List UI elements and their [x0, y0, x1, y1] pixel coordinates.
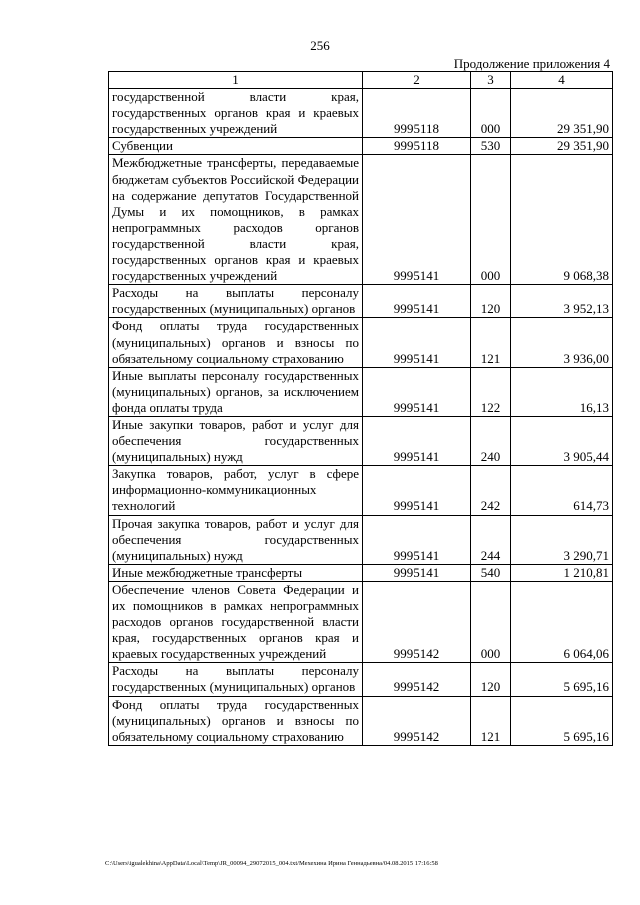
row-amount: 5 695,16: [511, 663, 613, 696]
table-row: [109, 285, 613, 318]
row-amount: 5 695,16: [511, 696, 613, 745]
row-description: Фонд оплаты труда государственных (муниципальных) органов и взносы по обязательному социальному страхованию: [109, 696, 363, 745]
row-description: Межбюджетные трансферты, передаваемые бюджетам субъектов Российской Федерации на содержание депутатов Государственной Думы и их помощников, в рамках непрограммных расходов органов государственной власти края, государственных органов края и краевых государственных учреждений: [109, 155, 363, 285]
row-amount: 29 351,90: [511, 138, 613, 155]
row-description: Иные межбюджетные трансферты: [109, 564, 363, 581]
row-amount: 6 064,06: [511, 581, 613, 662]
row-amount: 3 952,13: [511, 285, 613, 318]
row-description: Обеспечение членов Совета Федерации и их помощников в рамках непрограммных расходов органов государственной власти края, государственных органов края и краевых государственных учреждений: [109, 581, 363, 662]
row-amount: 29 351,90: [511, 89, 613, 138]
row-description: Иные закупки товаров, работ и услуг для обеспечения государственных (муниципальных) нужд: [109, 416, 363, 465]
budget-table: [108, 71, 613, 746]
row-target-code: 9995141: [363, 564, 471, 581]
footer-file-path: C:\Users\igualekhina\AppData\Local\Temp\JR_00094_29072015_004.txt/Мехехина Ирина Геннадьевна/04.08.2015 17:16:58: [105, 860, 438, 867]
row-target-code: 9995141: [363, 466, 471, 515]
table-row: [109, 663, 613, 696]
page-number: 256: [310, 38, 330, 53]
row-expense-type: 000: [471, 89, 511, 138]
row-expense-type: 120: [471, 285, 511, 318]
row-expense-type: 540: [471, 564, 511, 581]
column-header: 4: [511, 72, 613, 89]
column-header: 3: [471, 72, 511, 89]
row-target-code: 9995141: [363, 416, 471, 465]
table-row: [109, 515, 613, 564]
row-target-code: 9995141: [363, 515, 471, 564]
row-amount: 614,73: [511, 466, 613, 515]
table-header-row: [109, 72, 613, 89]
row-target-code: 9995141: [363, 155, 471, 285]
row-target-code: 9995118: [363, 138, 471, 155]
table-row: [109, 416, 613, 465]
row-expense-type: 000: [471, 155, 511, 285]
row-target-code: 9995141: [363, 318, 471, 367]
row-expense-type: 240: [471, 416, 511, 465]
row-amount: 3 290,71: [511, 515, 613, 564]
row-description: Иные выплаты персоналу государственных (муниципальных) органов, за исключением фонда оплаты труда: [109, 367, 363, 416]
table-row: [109, 89, 613, 138]
row-amount: 9 068,38: [511, 155, 613, 285]
row-amount: 3 936,00: [511, 318, 613, 367]
table-row: [109, 696, 613, 745]
row-expense-type: 530: [471, 138, 511, 155]
row-description: Субвенции: [109, 138, 363, 155]
row-description: Расходы на выплаты персоналу государственных (муниципальных) органов: [109, 285, 363, 318]
table-row: [109, 318, 613, 367]
table-row: [109, 466, 613, 515]
row-description: Расходы на выплаты персоналу государственных (муниципальных) органов: [109, 663, 363, 696]
table-row: [109, 138, 613, 155]
row-expense-type: 000: [471, 581, 511, 662]
row-description: Закупка товаров, работ, услуг в сфере информационно-коммуникационных технологий: [109, 466, 363, 515]
table-row: [109, 367, 613, 416]
row-amount: 3 905,44: [511, 416, 613, 465]
table-row: [109, 564, 613, 581]
row-target-code: 9995141: [363, 285, 471, 318]
row-description: Прочая закупка товаров, работ и услуг для обеспечения государственных (муниципальных) нужд: [109, 515, 363, 564]
column-header: 1: [109, 72, 363, 89]
row-description: Фонд оплаты труда государственных (муниципальных) органов и взносы по обязательному социальному страхованию: [109, 318, 363, 367]
row-expense-type: 122: [471, 367, 511, 416]
continuation-note: Продолжение приложения 4: [453, 56, 610, 71]
row-target-code: 9995142: [363, 663, 471, 696]
column-header: 2: [363, 72, 471, 89]
row-target-code: 9995118: [363, 89, 471, 138]
row-expense-type: 244: [471, 515, 511, 564]
row-expense-type: 242: [471, 466, 511, 515]
row-expense-type: 121: [471, 318, 511, 367]
row-expense-type: 121: [471, 696, 511, 745]
row-description: государственной власти края, государственных органов края и краевых государственных учреждений: [109, 89, 363, 138]
row-target-code: 9995142: [363, 696, 471, 745]
row-target-code: 9995141: [363, 367, 471, 416]
table-row: [109, 155, 613, 285]
row-expense-type: 120: [471, 663, 511, 696]
row-target-code: 9995142: [363, 581, 471, 662]
row-amount: 1 210,81: [511, 564, 613, 581]
row-amount: 16,13: [511, 367, 613, 416]
table-row: [109, 581, 613, 662]
